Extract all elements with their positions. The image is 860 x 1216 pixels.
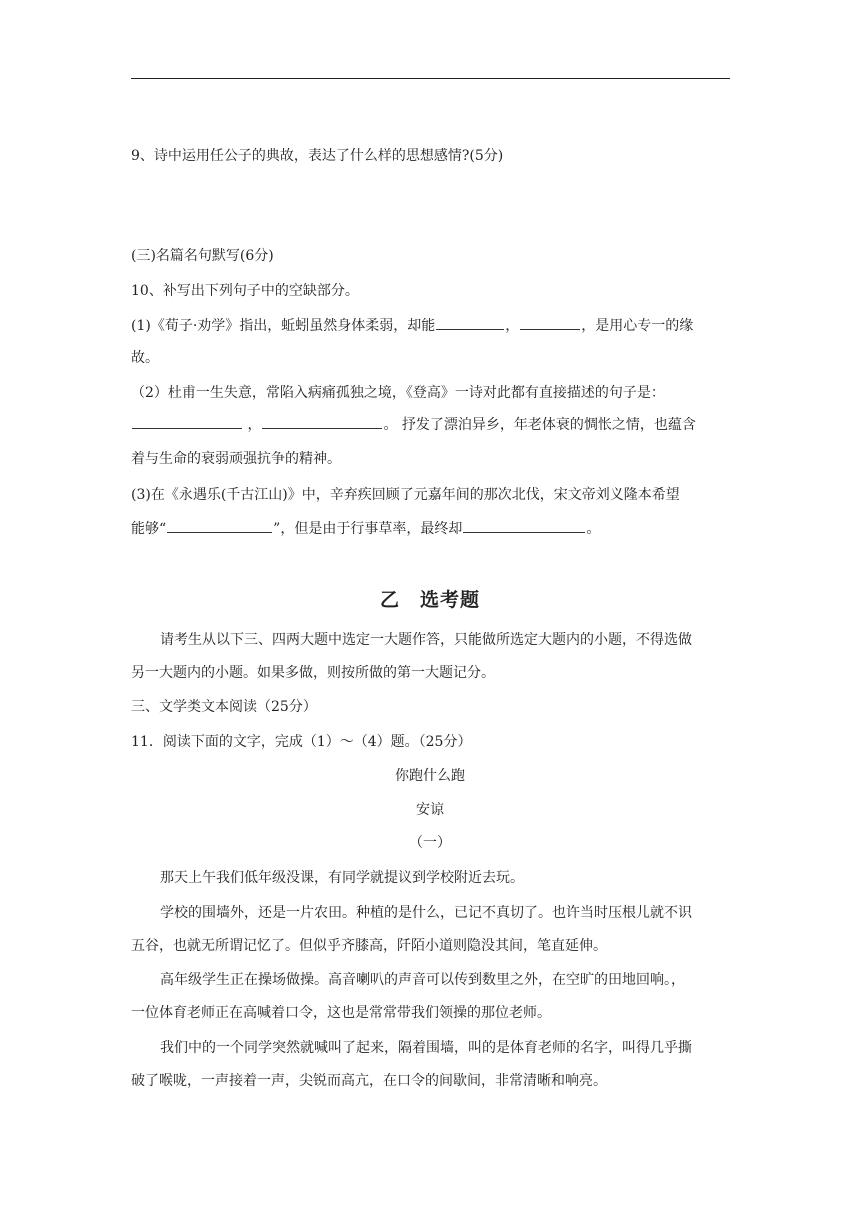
header-rule bbox=[131, 78, 730, 79]
q10-1-text-c: ，是用心专一的缘 bbox=[581, 318, 694, 334]
paragraph-line: 我们中的一个同学突然就喊叫了起来，隔着围墙，叫的是体育老师的名字，叫得几乎撕 bbox=[160, 1040, 692, 1056]
question-10-2: （2）杜甫一生失意，常陷入病痛孤独之境，《登高》一诗对此都有直接描述的句子是： bbox=[131, 385, 665, 401]
q10-3-text-b: ”，但是由于行事草率，最终却 bbox=[273, 521, 463, 537]
answer-blank[interactable] bbox=[463, 531, 585, 533]
paragraph-line: 一位体育老师正在高喊着口令，这也是常常带我们领操的那位老师。 bbox=[131, 1005, 551, 1021]
story-part-number: （一） bbox=[409, 835, 451, 851]
question-10-2-cont: 着与生命的衰弱顽强抗争的精神。 bbox=[131, 451, 341, 467]
question-10-2-blanks bbox=[131, 416, 731, 434]
answer-blank[interactable] bbox=[167, 531, 272, 533]
paragraph-line: 学校的围墙外，还是一片农田。种植的是什么，已记不真切了。也许当时压根儿就不识 bbox=[160, 905, 692, 921]
question-11: 11．阅读下面的文字，完成（1）～（4）题。（25分） bbox=[131, 734, 472, 750]
paragraph-line: 五谷，也就无所谓记忆了。但似乎齐膝高，阡陌小道则隐没其间，笔直延伸。 bbox=[131, 938, 607, 954]
q10-3-text-a: 能够“ bbox=[131, 521, 167, 537]
instructions-line-1: 请考生从以下三、四两大题中选定一大题作答，只能做所选定大题内的小题，不得选做 bbox=[160, 632, 692, 648]
q10-1-text-a: (1)《荀子·劝学》指出，蚯蚓虽然身体柔弱，却能 bbox=[131, 318, 436, 334]
answer-blank[interactable] bbox=[132, 427, 242, 429]
answer-blank[interactable] bbox=[436, 328, 504, 330]
story-author: 安谅 bbox=[416, 802, 444, 818]
answer-blank[interactable] bbox=[262, 427, 382, 429]
story-title: 你跑什么跑 bbox=[395, 768, 465, 784]
q10-1-text-b: ， bbox=[505, 318, 520, 334]
question-9: 9、诗中运用任公子的典故，表达了什么样的思想感情?(5分) bbox=[131, 148, 504, 164]
q10-2-after: 。 抒发了漂泊异乡，年老体衰的惆怅之情，也蕴含 bbox=[383, 417, 696, 433]
question-10-3-blanks bbox=[131, 520, 731, 538]
question-10-1-cont: 故。 bbox=[131, 350, 159, 366]
paragraph-line: 破了喉咙，一声接着一声，尖锐而高亢，在口令的间歇间，非常清晰和响亮。 bbox=[131, 1073, 607, 1089]
paragraph-line: 那天上午我们低年级没课，有同学就提议到学校附近去玩。 bbox=[160, 870, 524, 886]
question-10-3: (3)在《永遇乐(千古江山)》中，辛弃疾回顾了元嘉年间的那次北伐，宋文帝刘义隆本希望 bbox=[131, 487, 680, 503]
section-famous-lines: (三)名篇名句默写(6分) bbox=[131, 248, 274, 264]
question-10: 10、补写出下列句子中的空缺部分。 bbox=[131, 283, 359, 299]
paragraph-line: 高年级学生正在操场做操。高音喇叭的声音可以传到数里之外，在空旷的田地回响。， bbox=[160, 972, 685, 988]
question-10-1 bbox=[131, 317, 731, 335]
section-literary-reading: 三、文学类文本阅读（25分） bbox=[131, 699, 317, 715]
instructions-line-2: 另一大题内的小题。如果多做，则按所做的第一大题记分。 bbox=[131, 665, 495, 681]
answer-blank[interactable] bbox=[520, 328, 580, 330]
q10-3-text-c: 。 bbox=[586, 521, 601, 537]
section-b-title: 乙 选考题 bbox=[379, 589, 480, 611]
q10-2-sep: ， bbox=[247, 417, 262, 433]
